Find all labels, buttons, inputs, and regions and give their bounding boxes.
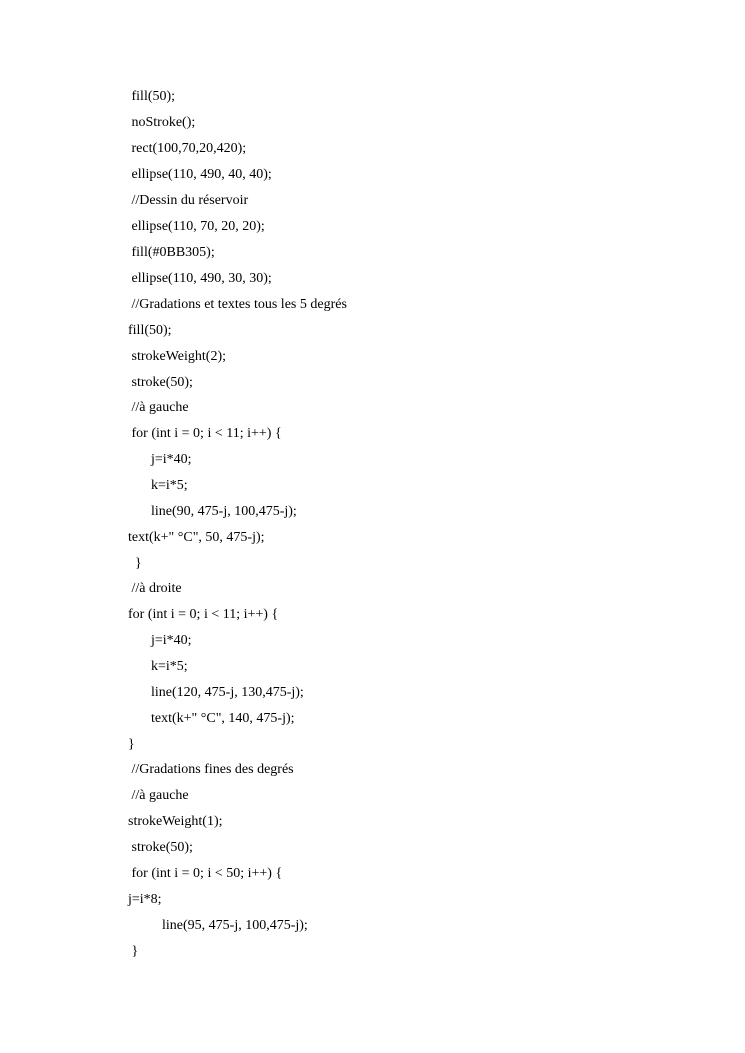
code-comment: //Gradations et textes tous les 5 degrés xyxy=(128,297,347,312)
code-line: line(90, 475-j, 100,475-j); xyxy=(151,504,297,519)
code-line: } xyxy=(128,556,142,571)
code-line: } xyxy=(128,944,139,959)
code-comment: //Dessin du réservoir xyxy=(128,193,249,208)
code-line: j=i*8; xyxy=(128,892,162,907)
code-line: stroke(50); xyxy=(128,375,193,390)
code-line: ellipse(110, 70, 20, 20); xyxy=(128,219,265,234)
code-line: ellipse(110, 490, 40, 40); xyxy=(128,167,272,182)
code-line: noStroke(); xyxy=(128,115,196,130)
code-line: line(120, 475-j, 130,475-j); xyxy=(151,685,304,700)
code-line: line(95, 475-j, 100,475-j); xyxy=(162,918,308,933)
code-comment: //à gauche xyxy=(128,788,189,803)
code-line: fill(50); xyxy=(128,89,176,104)
code-line: fill(#0BB305); xyxy=(128,245,215,260)
code-line: j=i*40; xyxy=(151,452,192,467)
code-line: k=i*5; xyxy=(151,478,188,493)
code-comment: //à droite xyxy=(128,581,182,596)
code-line: for (int i = 0; i < 50; i++) { xyxy=(128,866,283,881)
code-line: rect(100,70,20,420); xyxy=(128,141,247,156)
code-line: stroke(50); xyxy=(128,840,193,855)
code-comment: //Gradations fines des degrés xyxy=(128,762,294,777)
code-line: ellipse(110, 490, 30, 30); xyxy=(128,271,272,286)
code-line: } xyxy=(128,737,135,752)
code-line: strokeWeight(1); xyxy=(128,814,223,829)
code-line: for (int i = 0; i < 11; i++) { xyxy=(128,607,279,622)
code-line: text(k+" °C", 50, 475-j); xyxy=(128,530,265,545)
code-line: text(k+" °C", 140, 475-j); xyxy=(151,711,295,726)
code-line: strokeWeight(2); xyxy=(128,349,227,364)
code-line: for (int i = 0; i < 11; i++) { xyxy=(128,426,282,441)
code-line: fill(50); xyxy=(128,323,172,338)
code-line: k=i*5; xyxy=(151,659,188,674)
code-comment: //à gauche xyxy=(128,400,189,415)
code-line: j=i*40; xyxy=(151,633,192,648)
